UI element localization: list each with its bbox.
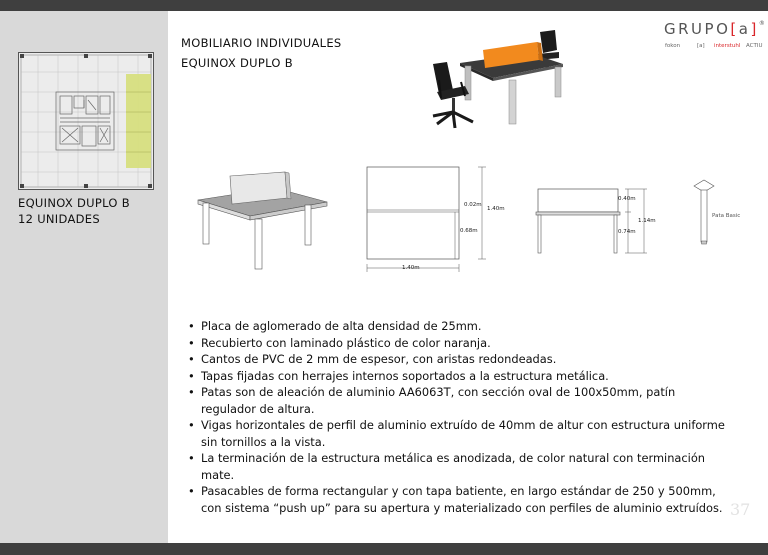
- dim-plan-width: 1.40m: [402, 265, 420, 271]
- feature-item: • Pasacables de forma rectangular y con tapa batiente, en largo estándar de 250 y 500mm, con sistema “push up” para su apertura y materializado con perfiles de aluminio extruídos.: [188, 483, 728, 516]
- bottom-bar: [0, 543, 768, 555]
- model-title: EQUINOX DUPLO B: [181, 56, 293, 70]
- floor-plan-thumbnail: [18, 52, 154, 190]
- logo-brand-3: interstuhl: [714, 43, 741, 49]
- dim-desk-height: 0.74m: [618, 229, 636, 235]
- privacy-panel: [230, 172, 287, 204]
- feature-item: • Placa de aglomerado de alta densidad de 25mm.: [188, 318, 728, 335]
- dim-total-height: 1.14m: [638, 218, 656, 224]
- logo-brand-4: ACTIU: [746, 43, 763, 49]
- logo-wordmark: GRUPO[a]®: [664, 20, 768, 38]
- logo-brand-1: fokon: [665, 43, 681, 49]
- highlight-zone: [126, 74, 151, 168]
- desk-line-drawing: [195, 170, 330, 272]
- dim-panel-offset: 0.02m: [464, 202, 482, 208]
- grupo-a-logo: [664, 20, 768, 52]
- leg-detail-drawing: [690, 178, 750, 248]
- top-bar: [0, 0, 768, 11]
- feature-item: • Vigas horizontales de perfil de aluminio extruído de 40mm de altur con estructura uniforme sin tornillos a la vista.: [188, 417, 728, 450]
- sidebar-product-name: EQUINOX DUPLO B: [18, 196, 130, 210]
- dim-front-panel-height: 0.40m: [618, 196, 636, 202]
- category-title: MOBILIARIO INDIVIDUALES: [181, 36, 342, 50]
- sidebar-units: 12 UNIDADES: [18, 212, 100, 226]
- dim-plan-depth: 1.40m: [487, 206, 505, 212]
- feature-list: [188, 318, 728, 516]
- logo-brand-2: [a]: [697, 43, 705, 49]
- dim-desk-depth: 0.68m: [460, 228, 478, 234]
- page-number: 37: [730, 500, 751, 519]
- elevation-view-drawing: [532, 185, 662, 255]
- plan-view-drawing: [360, 160, 510, 280]
- feature-item: • Tapas fijadas con herrajes internos soportados a la estructura metálica.: [188, 368, 728, 385]
- feature-item: • Patas son de aleación de aluminio AA6063T, con sección oval de 100x50mm, patín regulador de altura.: [188, 384, 728, 417]
- desk-perspective-render: [425, 28, 565, 134]
- leg-label: Pata Basic: [712, 213, 741, 219]
- feature-item: • Cantos de PVC de 2 mm de espesor, con aristas redondeadas.: [188, 351, 728, 368]
- feature-item: • Recubierto con laminado plástico de color naranja.: [188, 335, 728, 352]
- sidebar: [0, 11, 168, 543]
- feature-item: • La terminación de la estructura metálica es anodizada, de color natural con terminación mate.: [188, 450, 728, 483]
